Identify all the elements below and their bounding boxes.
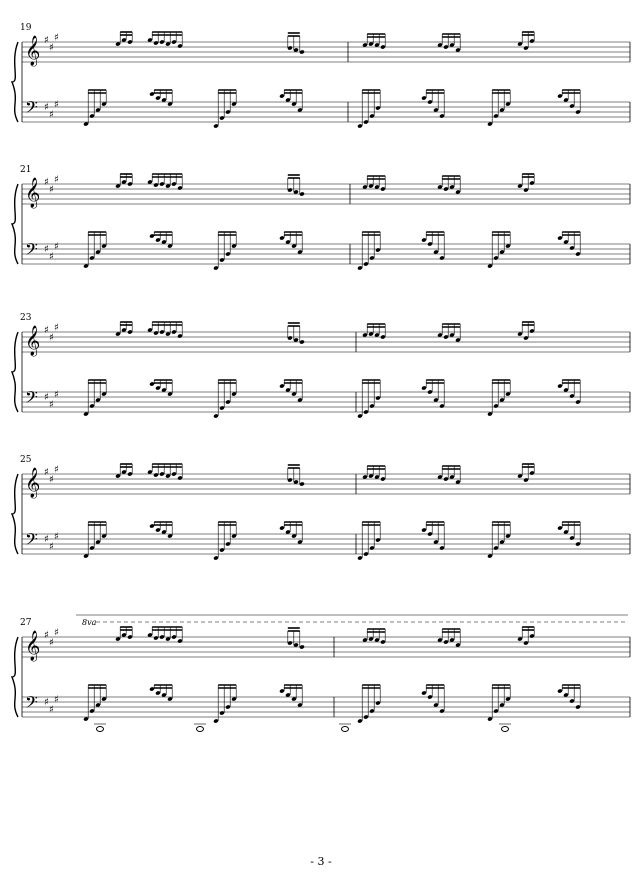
- measure-number: 25: [20, 455, 32, 465]
- treble-clef-icon: 𝄞: [25, 36, 41, 66]
- brace: [12, 637, 18, 717]
- treble-clef-icon: 𝄞: [25, 178, 41, 208]
- measure-number: 23: [20, 313, 32, 323]
- bass-clef-icon: 𝄢: [25, 97, 38, 121]
- svg-text:♯: ♯: [44, 244, 49, 255]
- svg-text:♯: ♯: [49, 541, 54, 553]
- half-note: [342, 727, 349, 732]
- bass-clef-icon: 𝄢: [25, 387, 38, 411]
- svg-text:♯: ♯: [49, 399, 54, 411]
- svg-text:♯: ♯: [44, 392, 49, 403]
- treble-clef-icon: 𝄞: [25, 468, 41, 498]
- system-5: [12, 615, 630, 732]
- treble-clef-icon: 𝄞: [25, 326, 41, 356]
- bass-clef-icon: 𝄢: [25, 239, 38, 263]
- svg-text:♯: ♯: [54, 627, 59, 639]
- svg-text:♯: ♯: [49, 42, 54, 54]
- system-1: [12, 23, 630, 129]
- svg-text:♯: ♯: [49, 637, 54, 649]
- svg-text:♯: ♯: [54, 322, 59, 334]
- system-3: [12, 313, 630, 419]
- system-4: [12, 455, 630, 561]
- svg-text:♯: ♯: [49, 251, 54, 263]
- svg-text:♯: ♯: [54, 32, 59, 44]
- svg-text:♯: ♯: [49, 704, 54, 716]
- svg-text:♯: ♯: [49, 109, 54, 121]
- measure-number: 21: [20, 165, 32, 175]
- brace: [12, 42, 18, 122]
- svg-text:♯: ♯: [44, 325, 49, 336]
- system-2: [12, 165, 630, 271]
- half-note: [197, 727, 204, 732]
- svg-text:♯: ♯: [44, 102, 49, 113]
- half-note: [97, 727, 104, 732]
- svg-text:♯: ♯: [54, 531, 59, 543]
- svg-text:♯: ♯: [54, 174, 59, 186]
- measure-number: 27: [20, 618, 32, 628]
- ottava-mark: 8va: [82, 618, 97, 627]
- half-note: [502, 727, 509, 732]
- bass-clef-icon: 𝄢: [25, 692, 38, 716]
- bass-clef-icon: 𝄢: [25, 529, 38, 553]
- brace: [12, 474, 18, 554]
- svg-text:♯: ♯: [44, 35, 49, 46]
- svg-text:♯: ♯: [44, 467, 49, 478]
- svg-text:♯: ♯: [54, 99, 59, 111]
- svg-text:♯: ♯: [49, 332, 54, 344]
- brace: [12, 184, 18, 264]
- svg-text:♯: ♯: [44, 697, 49, 708]
- svg-text:♯: ♯: [54, 694, 59, 706]
- svg-text:♯: ♯: [54, 241, 59, 253]
- page-number: - 3 -: [310, 855, 332, 868]
- svg-text:♯: ♯: [54, 464, 59, 476]
- svg-text:♯: ♯: [54, 389, 59, 401]
- systems-layer: [12, 23, 630, 732]
- svg-text:♯: ♯: [49, 184, 54, 196]
- treble-clef-icon: 𝄞: [25, 631, 41, 661]
- svg-text:♯: ♯: [49, 474, 54, 486]
- svg-text:♯: ♯: [44, 177, 49, 188]
- measure-number: 19: [20, 23, 32, 33]
- svg-text:♯: ♯: [44, 630, 49, 641]
- svg-text:♯: ♯: [44, 534, 49, 545]
- brace: [12, 332, 18, 412]
